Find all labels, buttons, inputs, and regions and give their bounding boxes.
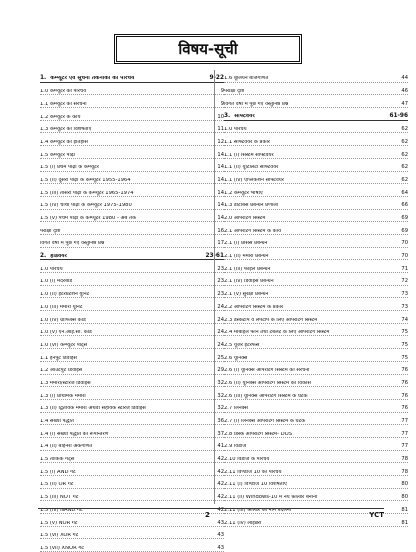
toc-section-heading (224, 108, 408, 121)
entry-page: 66 (401, 202, 408, 209)
entry-page: 25 (217, 354, 224, 361)
entry-page: 14 (217, 164, 224, 171)
entry-page: 14 (217, 151, 224, 158)
footer-rule (38, 508, 384, 509)
entry-title: 2.4 मोबाइल फोन तथा टैबलेट के लिए ऑपरेटिंग सिस्टम (224, 330, 330, 336)
entry-title: 1.4 संख्या पद्धति (40, 419, 74, 425)
entry-page: 43 (217, 532, 224, 539)
entry-title: 2.1 (i) प्रोसेस प्रबन्धन (224, 241, 268, 247)
entry-title: 1.1 (ii) यूटिलिटी सॉफ्टवेयर (224, 165, 279, 171)
entry-title: 1.3 (i) प्राथमिक मेमोरी (40, 393, 86, 399)
toc-entry (40, 159, 224, 172)
entry-title: 2.1 (iii) फाइल प्रबन्धन (224, 266, 271, 272)
toc-entry (224, 298, 408, 311)
toc-entry (224, 311, 408, 324)
entry-page: 9 (220, 88, 224, 95)
page-title: विषय-सूची (114, 34, 302, 64)
entry-title: 1.1 (i) सिस्टम सॉफ्टवेयर (224, 152, 274, 158)
entry-page: 14 (217, 202, 224, 209)
toc-entry (224, 248, 408, 261)
toc-entry (40, 400, 224, 413)
section-title: हार्डवेयर (50, 253, 67, 259)
entry-page: 9 (220, 100, 224, 107)
entry-page: 62 (401, 151, 408, 158)
toc-entry (224, 184, 408, 197)
toc-entry (224, 362, 408, 375)
entry-title: 1.1 कम्प्यूटर की संरचना (40, 101, 87, 107)
toc-entry (40, 336, 224, 349)
entry-title: 1.5 कम्प्यूटर पीढ़ी (40, 152, 76, 158)
entry-page: 42 (217, 494, 224, 501)
entry-title: 1.5 (iv) चौथी पीढ़ी के कम्प्यूटर 1975-1980 (40, 203, 132, 209)
toc-entry (224, 349, 408, 362)
entry-title: 2.5 यूजर इंटरफेस (224, 342, 260, 348)
entry-page: 42 (217, 481, 224, 488)
toc-entry (40, 286, 224, 299)
entry-page: 43 (217, 544, 224, 551)
toc-entry (224, 95, 408, 108)
entry-page: 24 (217, 341, 224, 348)
entry-title: 1.3 (ii) द्वितीयक मेमोरी अथवा सहायक स्टोरेज डिवाइस (40, 406, 146, 412)
entry-page: 70 (401, 240, 408, 247)
section-page-range: 9-22 (209, 74, 224, 81)
entry-page: 44 (401, 75, 408, 82)
entry-page: 43 (217, 519, 224, 526)
entry-page: 62 (401, 164, 408, 171)
toc-entry (40, 438, 224, 451)
toc-section-heading (40, 248, 224, 261)
publisher-brand: YCT (369, 511, 384, 519)
toc-entry (40, 413, 224, 426)
entry-title: 1.5 (v) NOR गेट (40, 520, 78, 526)
toc-entry (224, 375, 408, 388)
toc-entry (40, 197, 224, 210)
toc-entry (224, 83, 408, 96)
toc-entry (224, 172, 408, 185)
entry-page: 37 (217, 430, 224, 437)
toc-entry (40, 539, 224, 552)
entry-title: 2.0 ऑपरेटिंग सिस्टम (224, 216, 266, 222)
toc-entry (40, 463, 224, 476)
entry-page: 32 (217, 379, 224, 386)
entry-page: 23 (217, 291, 224, 298)
toc-entry (224, 387, 408, 400)
entry-title: 2.2 ऑपरेटिंग सिस्टम के प्रकार (224, 304, 284, 310)
entry-page: 32 (217, 392, 224, 399)
section-page-range: 61-96 (389, 112, 408, 119)
entry-title: 2.11 (iv) लाइब्रेरी (224, 520, 262, 526)
toc-entry (40, 210, 224, 223)
entry-page: 23 (217, 278, 224, 285)
entry-page: 75 (401, 329, 408, 336)
section-number: 1. (40, 74, 47, 81)
entry-title: 2.11 (i) विण्डोज 10 विशेषताएँ (224, 482, 287, 488)
entry-title: 1.0 (v) एन.आई.सी. कार्ड (40, 330, 92, 336)
toc-entry (40, 349, 224, 362)
entry-page: 24 (217, 329, 224, 336)
toc-entry (224, 476, 408, 489)
entry-page: 70 (401, 253, 408, 260)
entry-page: 62 (401, 126, 408, 133)
toc-entry (224, 425, 408, 438)
entry-page: 76 (401, 392, 408, 399)
toc-section-heading (40, 70, 224, 83)
toc-entry (224, 438, 408, 451)
entry-title: 1.5 (v) पंचम पीढ़ी के कम्प्यूटर 1980 - अब तक (40, 216, 136, 222)
entry-page: 71 (401, 265, 408, 272)
entry-page: 76 (401, 379, 408, 386)
entry-page: 14 (217, 215, 224, 222)
toc-entry (224, 159, 408, 172)
entry-page: 74 (401, 316, 408, 323)
entry-title: 1.1 इनपुट डिवाइस (40, 355, 77, 361)
toc-entry (40, 235, 224, 248)
entry-page: 24 (217, 303, 224, 310)
entry-page: 24 (217, 316, 224, 323)
toc-left-column (40, 70, 224, 552)
entry-page: 64 (401, 189, 408, 196)
entry-title: 1.5 तार्किक गेट्स (40, 457, 75, 463)
toc-entry (224, 121, 408, 134)
entry-page: 32 (217, 405, 224, 412)
toc-entry (224, 489, 408, 502)
entry-title: 2.11 (ii) Windows-10 में नये फ़ोल्डर बनाना (224, 495, 318, 501)
entry-page: 77 (401, 443, 408, 450)
entry-title: 1.0 (i) मदरबोर्ड (40, 279, 73, 285)
toc-entry (40, 273, 224, 286)
toc-entry (40, 362, 224, 375)
toc-entry (40, 83, 224, 96)
toc-entry (40, 451, 224, 464)
entry-page: 23 (217, 265, 224, 272)
entry-page: 47 (401, 100, 408, 107)
entry-page: 62 (401, 138, 408, 145)
entry-title: 2.6 (i) यूनिक्स ऑपरेटिंग सिस्टम की संरचना (224, 368, 310, 374)
entry-page: 81 (401, 506, 408, 513)
toc-entry (40, 476, 224, 489)
entry-title: 1.0 (vi) कम्प्यूटर पार्ट्स (40, 342, 88, 348)
page-footer (38, 511, 384, 523)
entry-title: 1.0 (iv) ग्राफिक्स कार्ड (40, 317, 86, 323)
entry-title: 1.1 (iv) एप्लिकेशन सॉफ्टवेयर (224, 177, 284, 183)
entry-page: 42 (217, 468, 224, 475)
entry-title: 2.11 (iii) फ़ोल्डर का नाम बदलना (224, 507, 292, 513)
toc-entry (224, 413, 408, 426)
entry-title: 2.1 (v) सुरक्षा प्रबन्धन (224, 292, 269, 298)
entry-title: 2.6 यूनिक्स (224, 355, 248, 361)
entry-page: 80 (401, 494, 408, 501)
toc-entry (224, 336, 408, 349)
entry-page: 14 (217, 189, 224, 196)
entry-title: 1.5 (ii) OR गेट (40, 482, 74, 488)
entry-title: 1.5 (i) प्रथम पीढ़ी के कम्प्यूटर (40, 165, 99, 171)
entry-title: 1.4 (ii) बाइनरी अंकगणित (40, 444, 93, 450)
toc-entry (40, 146, 224, 159)
entry-title: 1.5 (iii) तीसरी पीढ़ी के कम्प्यूटर 1965-1974 (40, 190, 134, 196)
entry-page: 77 (401, 430, 408, 437)
toc-entry (224, 146, 408, 159)
entry-title: 2.1 (ii) मेमोरी प्रबन्धन (224, 254, 269, 260)
section-number: 2. (40, 252, 47, 259)
toc-entry (40, 121, 224, 134)
toc-entry (40, 172, 224, 185)
entry-title: 1.2 आउटपुट डिवाइस (40, 368, 83, 374)
entry-title: 1.5 (i) AND गेट (40, 469, 76, 475)
entry-title: 2.1 ऑपरेटिंग सिस्टम के कार्य (224, 228, 282, 234)
entry-title: 2.7 (i) लिनक्स ऑपरेटिंग सिस्टम के घटक (224, 419, 306, 425)
entry-page: 75 (401, 354, 408, 361)
entry-title: विगत वर्षों में पूछे गए वस्तुनिष्ठ प्रश्न (40, 241, 105, 247)
section-page-range: 23-61 (205, 252, 224, 259)
toc-right-column (224, 70, 408, 527)
entry-page: 46 (401, 88, 408, 95)
toc-entry (40, 489, 224, 502)
toc-entry (40, 311, 224, 324)
toc-entry (224, 400, 408, 413)
entry-title: 1.1 सॉफ्टवेयर के प्रकार (224, 139, 270, 145)
entry-page: 41 (217, 443, 224, 450)
entry-page: 16 (217, 227, 224, 234)
entry-title: 2.3 डेस्कटॉप व लैपटॉप के लिए ऑपरेटिंग सिस्टम (224, 317, 318, 323)
toc-entry (224, 273, 408, 286)
entry-title: परीक्षा दृष्टि (224, 89, 245, 95)
entry-page: 80 (401, 481, 408, 488)
entry-page: 76 (401, 405, 408, 412)
entry-title: 1.4 (i) संख्या पद्धति का रूपान्तरण (40, 431, 109, 437)
toc-entry (40, 375, 224, 388)
entry-page: 69 (401, 215, 408, 222)
toc-entry (224, 133, 408, 146)
entry-title: 1.2 कम्प्यूटर भाषाएँ (224, 190, 263, 196)
entry-page: 62 (401, 176, 408, 183)
entry-title: 1.3 मेमोरी/स्टोरेज डिवाइस (40, 380, 91, 386)
entry-page: 75 (401, 341, 408, 348)
entry-title: 1.2 कम्प्यूटर के कार्य (40, 114, 81, 120)
entry-title: 2.8 डिस्क ऑपरेटिंग सिस्टम- DOS (224, 431, 293, 437)
toc-entry (40, 184, 224, 197)
page-number: 2 (205, 511, 210, 519)
entry-title: 1.5 (iii) NOT गेट (40, 495, 79, 501)
entry-page: 78 (401, 468, 408, 475)
toc-entry (224, 451, 408, 464)
toc-entry (224, 260, 408, 273)
column-divider (214, 70, 215, 504)
entry-title: 2.11 विण्डोज 10 का परिचय (224, 469, 282, 475)
entry-title: 1.0 परिचय (224, 127, 247, 133)
toc-entry (224, 324, 408, 337)
toc-entry (40, 387, 224, 400)
toc-entry (40, 133, 224, 146)
toc-entry (224, 222, 408, 235)
entry-page: 29 (217, 367, 224, 374)
entry-title: परीक्षा दृष्टि (40, 228, 61, 234)
entry-title: 1.3 कम्प्यूटर की विशेषताएँ (40, 127, 92, 133)
entry-page: 78 (401, 456, 408, 463)
entry-page: 42 (217, 456, 224, 463)
toc-entry (224, 235, 408, 248)
entry-page: 14 (217, 176, 224, 183)
section-title: सॉफ्टवेयर (234, 113, 255, 119)
entry-page: 12 (217, 138, 224, 145)
entry-title: 2.9 विंडोज (224, 444, 247, 450)
entry-title: 1.4 कम्प्यूटर का इतिहास (40, 139, 88, 145)
entry-page: 69 (401, 227, 408, 234)
entry-page: 11 (217, 126, 224, 133)
entry-title: विगत वर्षों में पूछे गए वस्तुनिष्ठ प्रश्न (224, 101, 289, 107)
entry-title: 1.0 (iii) मेमोरी यूनिट (40, 304, 83, 310)
entry-title: 1.0 परिचय (40, 266, 63, 272)
toc-entry (40, 108, 224, 121)
entry-page: 73 (401, 291, 408, 298)
entry-title: 1.3 डाटाबेस प्रबन्धन प्रणाली (224, 203, 279, 209)
toc-entry (224, 210, 408, 223)
entry-page: 76 (401, 367, 408, 374)
toc-entry (40, 222, 224, 235)
entry-page: 10 (217, 113, 224, 120)
section-number: 3. (224, 112, 231, 119)
entry-title: 2.6 (iii) यूनिक्स ऑपरेटिंग सिस्टम के घटक (224, 393, 308, 399)
toc-entry (40, 425, 224, 438)
entry-title: 2.10 विंडोज के परिचय (224, 457, 270, 463)
toc-entry (224, 286, 408, 299)
entry-title: 1.5 (vi) XOR गेट (40, 533, 79, 539)
toc-entry (40, 95, 224, 108)
toc-entry (224, 70, 408, 83)
entry-page: 73 (401, 303, 408, 310)
entry-title: 1.5 (vii) XNOR गेट (40, 545, 84, 551)
entry-title: 1.6 बूलियन बीजगणित (224, 76, 269, 82)
toc-entry (224, 197, 408, 210)
entry-page: 81 (401, 519, 408, 526)
entry-title: 1.5 (ii) दूसरी पीढ़ी के कम्प्यूटर 1955-1964 (40, 177, 131, 183)
section-title: कम्प्यूटर एवं सूचना तकनीकी का परिचय (50, 75, 135, 81)
entry-page: 36 (217, 418, 224, 425)
entry-title: 2.1 (iv) डिवाइस प्रबन्धन (224, 279, 274, 285)
toc-entry (40, 298, 224, 311)
entry-title: 1.0 (ii) इंटरप्रेटेशन यूनिट (40, 292, 90, 298)
entry-page: 77 (401, 418, 408, 425)
entry-page: 17 (217, 240, 224, 247)
toc-entry (40, 260, 224, 273)
entry-title: 1.5 (iv) NAND गेट (40, 507, 83, 513)
entry-title: 2.6 (ii) यूनिक्स ऑपरेटिंग सिस्टम का विकास (224, 380, 311, 386)
toc-entry (224, 463, 408, 476)
entry-title: 1.0 कम्प्यूटर का परिचय (40, 89, 87, 95)
entry-page: 72 (401, 278, 408, 285)
entry-page: 42 (217, 506, 224, 513)
entry-title: 2.7 लिनक्स (224, 406, 248, 412)
toc-entry (40, 324, 224, 337)
